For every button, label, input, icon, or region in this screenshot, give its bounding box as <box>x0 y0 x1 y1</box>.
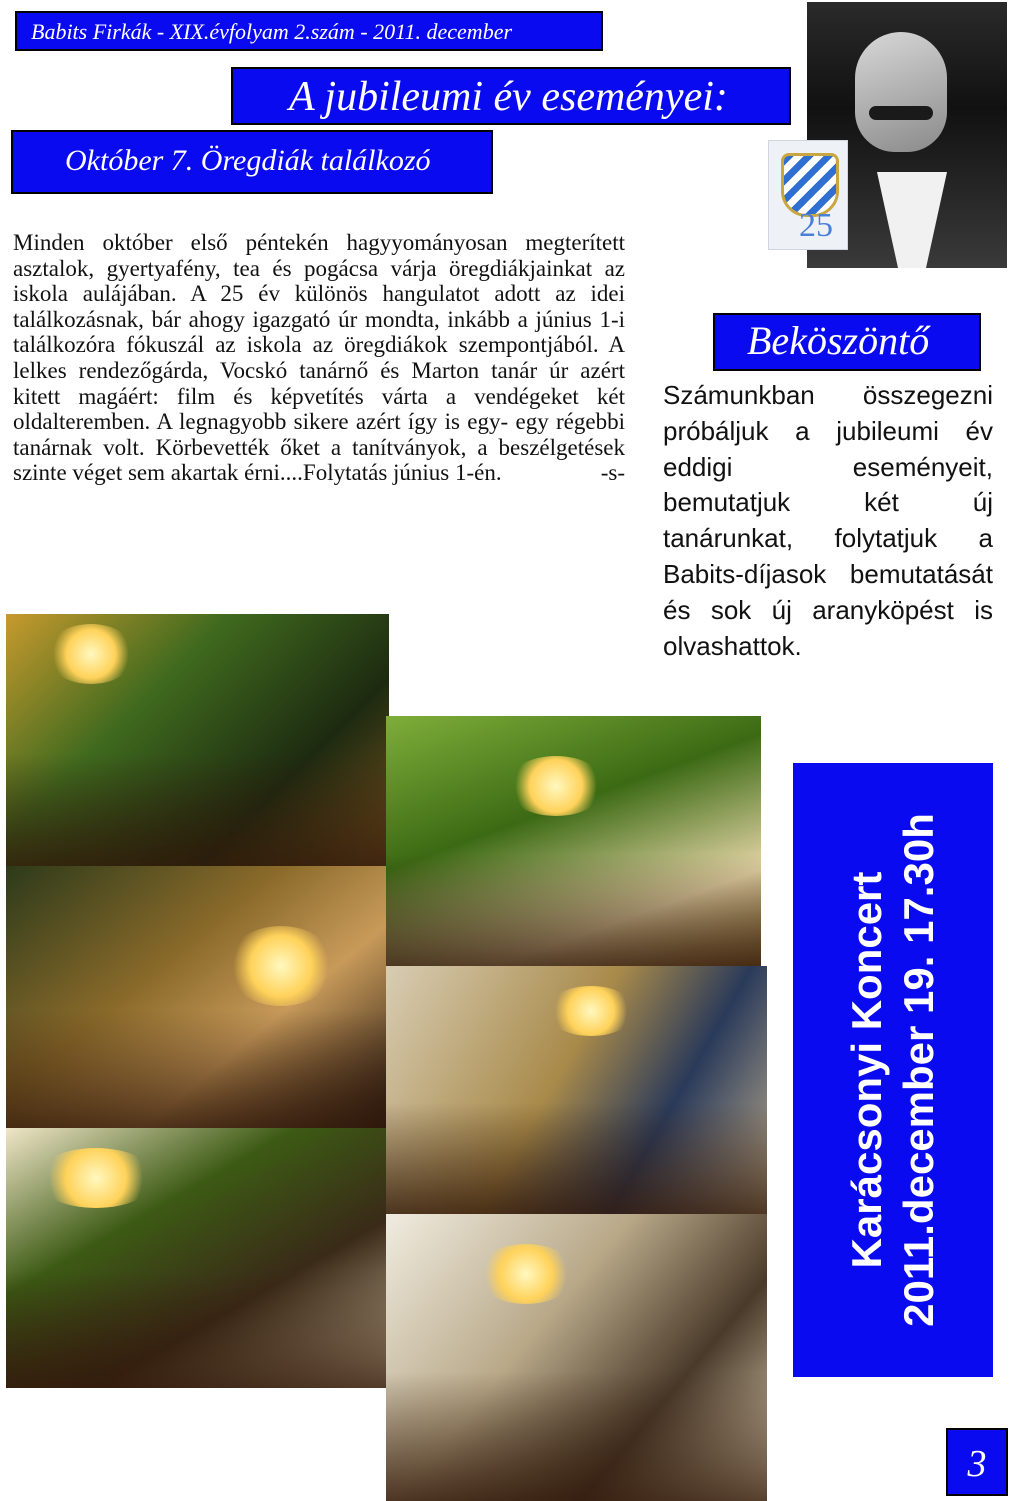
event-photo-5 <box>6 1128 386 1388</box>
article-body <box>13 230 625 486</box>
photo-crowd <box>6 754 389 869</box>
event-photo-6 <box>386 1214 767 1501</box>
photo-crowd <box>386 1372 767 1501</box>
portrait-collar <box>877 172 947 268</box>
photo-light <box>36 1148 156 1208</box>
photo-light <box>476 1244 576 1304</box>
page-number: 3 <box>946 1428 1008 1496</box>
article-text: Minden október első péntekén hagyyományosan megterített asztalok, gyertyafény, tea és pogácsa várja öregdiákjainkat az iskola aulájában. A 25 év különös hangulatot adott az idei találkozásnak, bár ahogy igazgató úr mondta, inkább a június 1-i találkozóra fókuszál az iskola az öregdiákok szempontjából. A lelkes rendezőgárda, Vocskó tanárnő és Marton tanár úr azért kitett magáért: film és képvetítés várta a vendégeket két oldalteremben. A legnagyobb sikere azért így is egy- egy régebbi tanárnak volt. Körbevették őket a tanítványok, a beszélgetések szinte véget sem akartak érni....Folytatás június 1-én. <box>13 230 625 486</box>
photo-light <box>46 624 136 684</box>
portrait-mustache <box>869 106 933 120</box>
event-photo-4 <box>386 966 767 1214</box>
school-emblem <box>768 140 848 250</box>
event-photo-1 <box>6 614 389 869</box>
concert-title: Karácsonyi Koncert <box>843 871 890 1269</box>
photo-light <box>546 986 636 1036</box>
article-subtitle: Október 7. Öregdiák találkozó <box>11 130 493 194</box>
article-signature: -s- <box>600 460 625 486</box>
photo-crowd <box>386 854 761 967</box>
concert-datetime: 2011.december 19. 17.30h <box>895 813 942 1327</box>
photo-crowd <box>386 1102 767 1214</box>
portrait-face <box>855 32 947 152</box>
page-title: A jubileumi év eseményei: <box>231 67 791 125</box>
issue-header <box>15 11 603 51</box>
photo-crowd <box>6 1010 386 1128</box>
emblem-years: 25 <box>799 207 833 244</box>
concert-banner <box>793 763 993 1377</box>
event-photo-3 <box>6 866 386 1128</box>
greeting-title: Beköszöntő <box>713 313 981 371</box>
photo-light <box>226 926 336 1006</box>
photo-light <box>506 756 606 816</box>
concert-text <box>841 813 945 1327</box>
greeting-text: Számunkban összegezni próbáljuk a jubileumi év eddigi eseményeit, bemutatjuk két új tanárunkat, folytatjuk a Babits-díjasok bemutatását és sok új aranyköpést is olvashattok. <box>663 380 993 661</box>
issue-header-text: Babits Firkák - XIX.évfolyam 2.szám - 2011. december <box>31 19 513 44</box>
event-photo-2 <box>386 716 761 966</box>
photo-crowd <box>6 1271 386 1388</box>
